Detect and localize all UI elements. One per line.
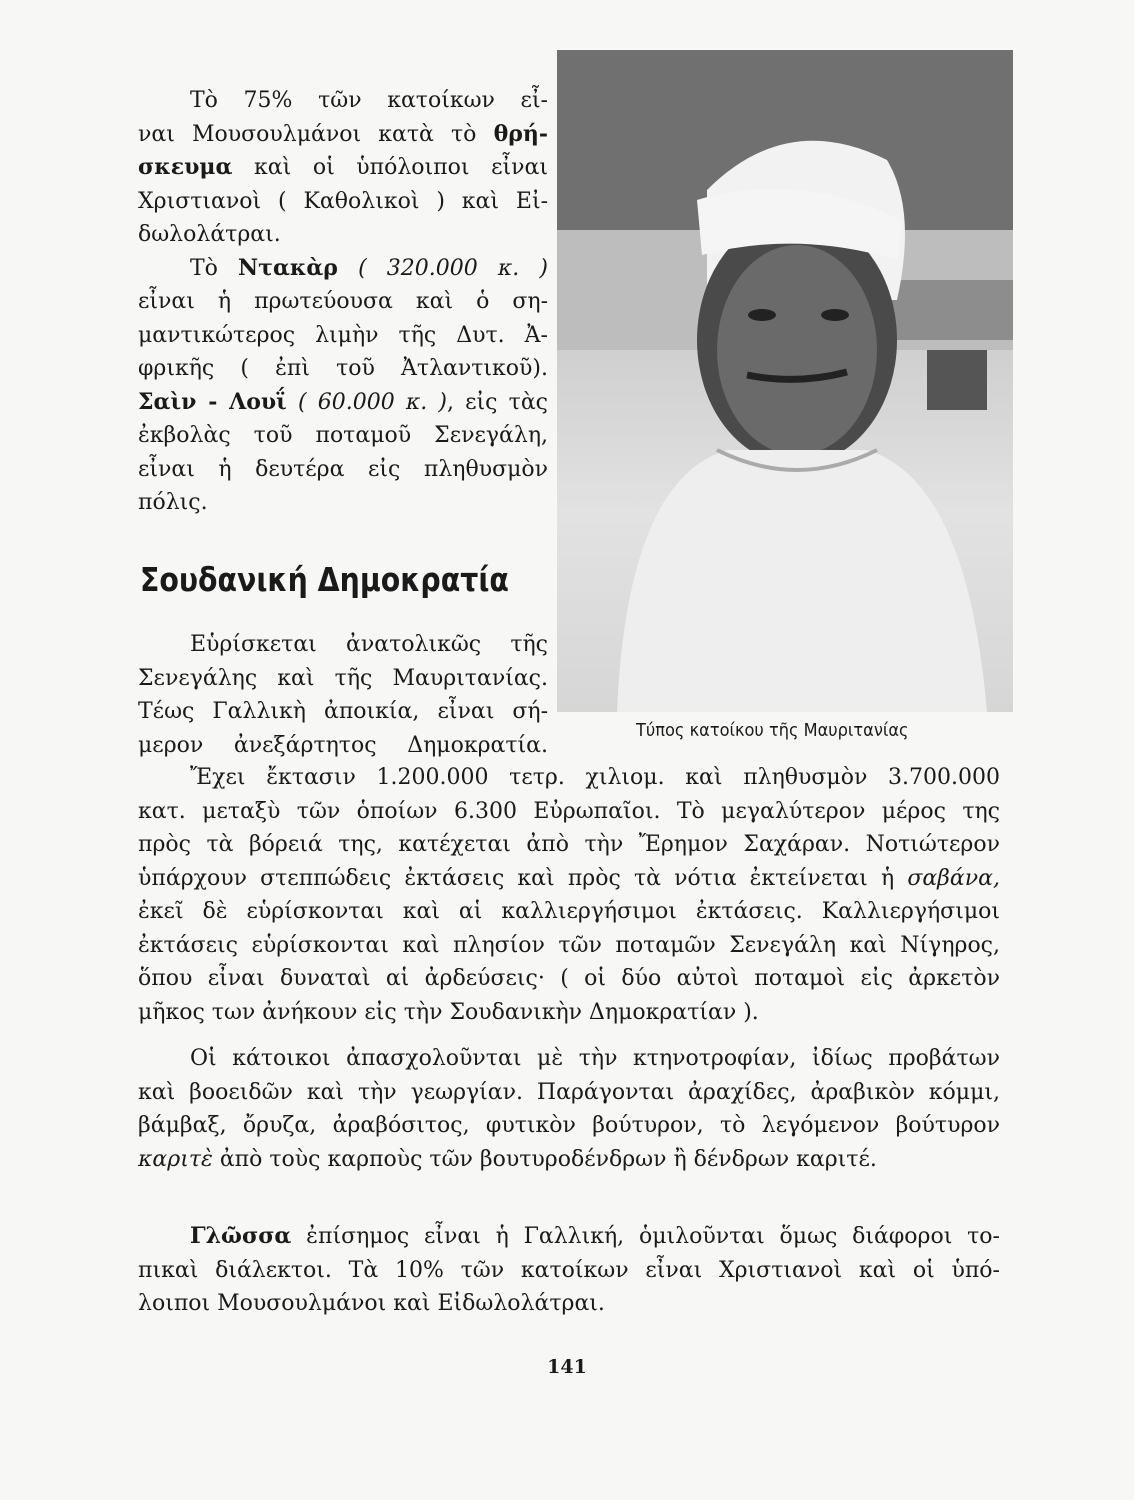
text-line [138,862,1000,896]
text-segment: ἐπίσημος εἶναι ἡ Γαλλική, ὁμιλοῦνται ὅμως διάφοροι το- [291,1224,1000,1249]
text-segment: ὑπάρχουν στεππώδεις ἐκτάσεις καὶ πρὸς τὰ νότια ἐκτείνεται ἡ [138,865,908,891]
text-segment: πικαὶ διάλεκτοι. Τὰ 10% τῶν κατοίκων εἶναι Χριστιανοὶ καὶ οἱ ὑπό- [138,1257,1000,1283]
text-line [138,895,1000,929]
language-paragraph [138,1220,1000,1321]
text-segment: μαντικώτερος λιμὴν τῆς Δυτ. Ἀ- [138,322,548,348]
text-segment: βάμβαξ, ὄρυζα, ἀραβόσιτος, φυτικὸν βούτυρον, τὸ λεγόμενον βούτυρον [138,1113,1000,1138]
bold-term: θρή- [493,120,548,147]
photo-image [557,50,1013,712]
text-segment: καὶ οἱ ὑπόλοιποι εἶναι [232,155,548,180]
page-number: 141 [547,1356,587,1378]
text-line [138,828,1000,862]
text-line [138,386,548,420]
bold-term: σκευμα [138,154,233,180]
text-segment: κατ. μεταξὺ τῶν ὁποίων 6.300 Εὐρωπαῖοι. Τὸ μεγαλύτερον μέρος της [138,798,1000,824]
bold-term: Σαὶν - Λουΐ [138,388,287,415]
text-line [138,795,1000,829]
text-line [138,695,548,729]
text-line [138,151,548,185]
text-segment [338,256,358,281]
text-line [138,453,548,487]
italic-text: ( 60.000 κ. ) [297,389,448,415]
text-segment: , εἰς τὰς [447,389,549,415]
text-segment: Ἔχει ἔκτασιν 1.200.000 τετρ. χιλιομ. καὶ πληθυσμὸν 3.700.000 [190,765,1000,790]
italic-text: καριτὲ [138,1146,213,1172]
text-line [138,252,548,286]
text-segment: εἶναι ἡ πρωτεύουσα καὶ ὁ ση- [138,289,548,314]
text-segment: Εὑρίσκεται ἀνατολικῶς τῆς [190,632,548,657]
text-segment [287,390,298,415]
text-line [138,929,1000,963]
photo-mauritanian-man [557,50,1013,712]
text-segment: μῆκος των ἀνήκουν εἰς τὴν Σουδανικὴν Δημοκρατίαν ). [138,999,759,1025]
section-heading: Σουδανική Δημοκρατία [140,560,509,599]
text-line [138,662,548,696]
text-line [138,1220,1000,1254]
text-line [138,1254,1000,1288]
text-line [138,729,548,763]
text-line [138,962,1000,996]
photo-caption: Τύπος κατοίκου τῆς Μαυριτανίας [636,720,909,741]
text-segment: δωλολάτραι. [138,222,281,247]
text-line [138,1042,1000,1076]
text-line [138,285,548,319]
text-line [138,1076,1000,1110]
text-line [138,486,548,520]
text-segment: Τὸ 75% τῶν κατοίκων εἶ- [190,88,548,113]
text-segment: λοιποι Μουσουλμάνοι καὶ Εἰδωλολάτραι. [138,1291,605,1316]
text-line [138,1287,1000,1321]
text-segment: Τέως Γαλλικὴ ἀποικία, εἶναι σή- [138,699,548,724]
text-line [138,419,548,453]
text-line [138,761,1000,795]
text-segment: ὅπου εἶναι δυναταὶ αἱ ἀρδεύσεις· ( οἱ δύο αὐτοὶ ποταμοὶ εἰς ἀρκετὸν [138,966,1000,991]
text-segment: καὶ βοοειδῶν καὶ τὴν γεωργίαν. Παράγονται ἀραχίδες, ἀραβικὸν κόμμι, [138,1079,1000,1105]
italic-text: ( 320.000 κ. ) [358,255,548,281]
text-segment: ἐκβολὰς τοῦ ποταμοῦ Σενεγάλη, [138,423,548,448]
text-line [138,352,548,386]
text-segment: Σενεγάλης καὶ τῆς Μαυριτανίας. [138,665,548,691]
text-line [138,118,548,152]
text-segment: φρικῆς ( ἐπὶ τοῦ Ἀτλαντικοῦ). [138,356,548,381]
text-line [138,996,1000,1030]
italic-text: σαβάνα, [907,865,1000,891]
text-segment: πόλις. [138,490,208,515]
text-line [138,84,548,118]
intro-paragraph [138,628,548,762]
bold-term: Γλῶσσα [190,1223,292,1249]
text-segment: εἶναι ἡ δευτέρα εἰς πληθυσμὸν [138,456,548,482]
geography-paragraph [138,761,1000,1029]
text-line [138,319,548,353]
text-segment: Χριστιανοὶ ( Καθολικοὶ ) καὶ Εἰ- [138,188,548,214]
text-line [138,1143,1000,1177]
left-column-paragraphs [138,84,548,520]
text-segment: μερον ἀνεξάρτητος Δημοκρατία. [138,732,548,758]
text-segment: ἐκεῖ δὲ εὑρίσκονται καὶ αἱ καλλιεργήσιμοι ἐκτάσεις. Καλλιεργήσιμοι [138,899,1000,924]
text-segment: ἀπὸ τοὺς καρποὺς τῶν βουτυροδένδρων ἢ δένδρων καριτέ. [212,1146,877,1172]
economy-paragraph [138,1042,1000,1176]
text-segment: Οἱ κάτοικοι ἀπασχολοῦνται μὲ τὴν κτηνοτροφίαν, ἰδίως προβάτων [190,1046,1000,1071]
text-line [138,185,548,219]
text-line [138,218,548,252]
text-segment: πρὸς τὰ βόρειά της, κατέχεται ἀπὸ τὴν Ἔρημον Σαχάραν. Νοτιώτερον [138,832,1000,857]
text-line [138,628,548,662]
text-line [138,1109,1000,1143]
text-segment: ἐκτάσεις εὑρίσκονται καὶ πλησίον τῶν ποταμῶν Σενεγάλη καὶ Νίγηρος, [138,932,1000,958]
bold-term: Ντακὰρ [238,254,338,281]
text-segment: Τὸ [190,255,239,281]
text-segment: ναι Μουσουλμάνοι κατὰ τὸ [138,121,494,147]
